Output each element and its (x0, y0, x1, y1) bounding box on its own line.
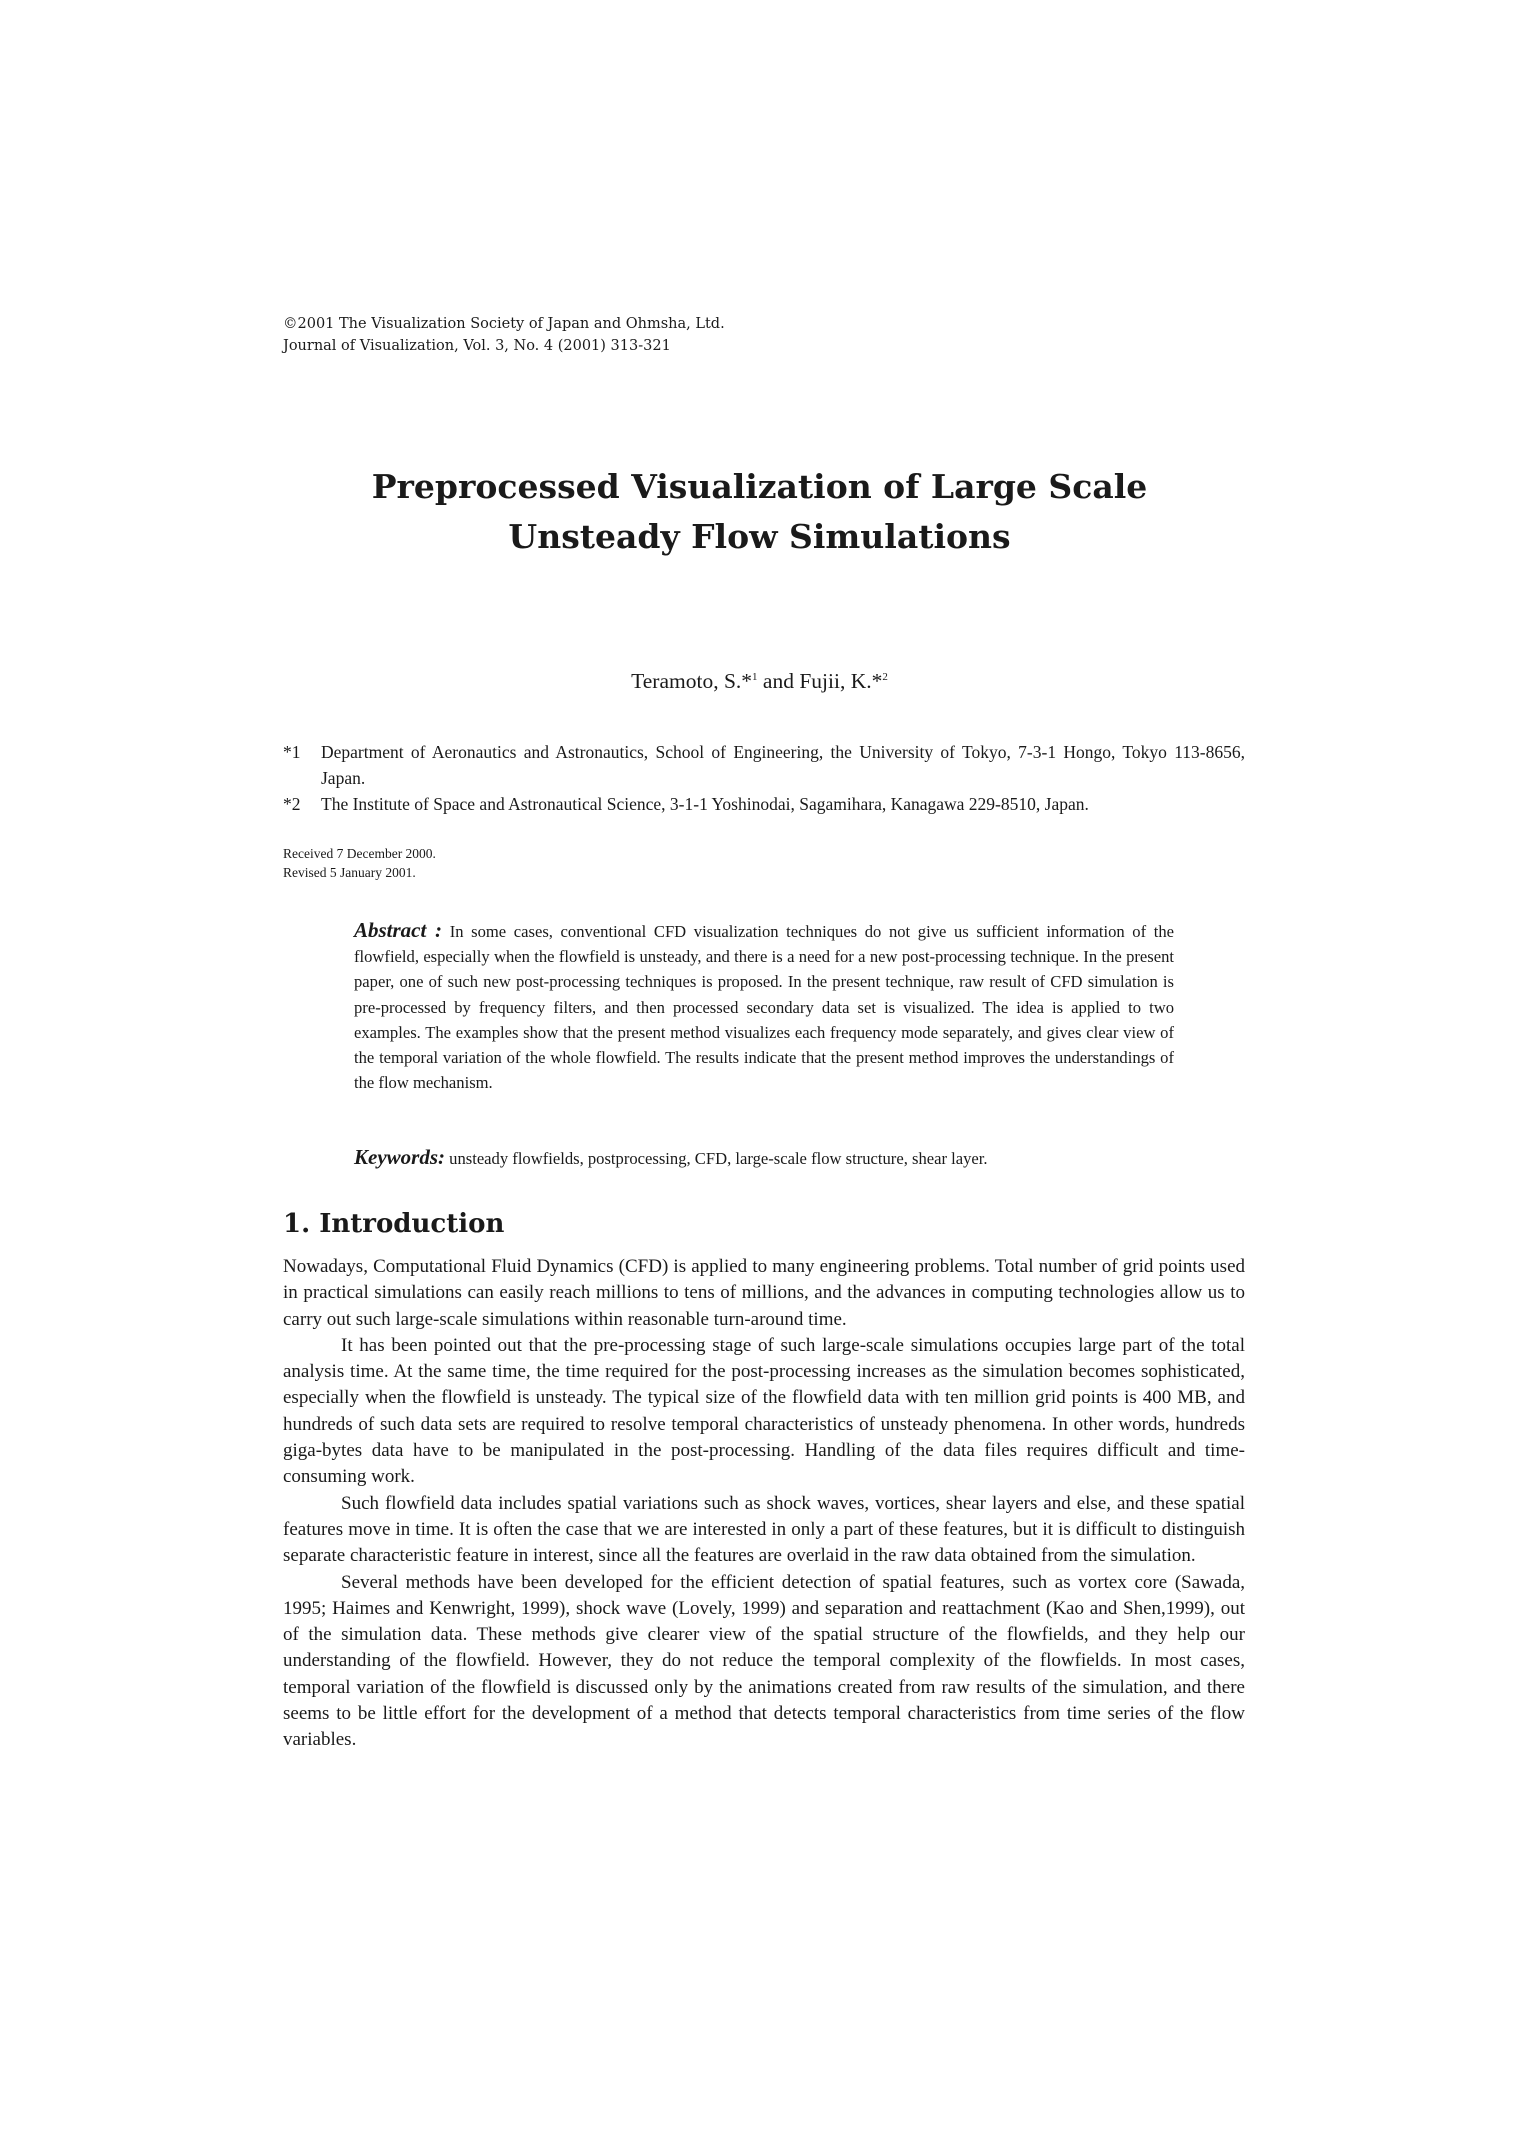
body-paragraph: It has been pointed out that the pre-processing stage of such large-scale simulations occupies large part of the total analysis time. At the same time, the time required for the post-processing increases as the simulation becomes sophisticated, especially when the flowfield is unsteady. The typical size of the flowfield data with ten million grid points is 400 MB, and hundreds of such data sets are required to resolve temporal characteristics of unsteady phenomena. In other words, hundreds giga-bytes data have to be manipulated in the post-processing. Handling of the data files requires difficult and time-consuming work. (283, 1334, 1245, 1488)
author-2-affiliation-mark: 2 (882, 671, 888, 683)
body-paragraph: Such flowfield data includes spatial variations such as shock waves, vortices, shear layers and else, and these spatial features move in time. It is often the case that we are interested in only a part of these features, but it is difficult to distinguish separate characteristic feature in interest, since all the features are overlaid in the raw data obtained from the simulation. (283, 1492, 1245, 1567)
affiliation-2-text: The Institute of Space and Astronautical Science, 3-1-1 Yoshinodai, Sagamihara, Kanagawa 229-8510, Japan. (321, 794, 1089, 814)
abstract (354, 918, 1174, 1095)
affiliation-1-mark: *1 (283, 742, 301, 762)
affiliation-2-mark: *2 (283, 794, 301, 814)
submission-history (283, 844, 436, 882)
keywords-label: Keywords: (354, 1145, 445, 1169)
abstract-text: In some cases, conventional CFD visualization techniques do not give us sufficient information of the flowfield, especially when the flowfield is unsteady, and there is a need for a new post-processing technique. In the present paper, one of such new post-processing techniques is proposed. In the present technique, raw result of CFD simulation is pre-processed by frequency filters, and then processed secondary data set is visualized. The idea is applied to two examples. The examples show that the present method visualizes each frequency mode separately, and gives clear view of the temporal variation of the whole flowfield. The results indicate that the present method improves the understandings of the flow mechanism. (354, 922, 1174, 1093)
paper-title (200, 462, 1319, 562)
author-1-affiliation-mark: 1 (752, 671, 758, 683)
keywords (354, 1144, 1174, 1172)
title-line-1: Preprocessed Visualization of Large Scale (371, 467, 1148, 506)
affiliation-1-text: Department of Aeronautics and Astronautics, School of Engineering, the University of Tokyo, 7-3-1 Hongo, Tokyo 113-8656, Japan. (321, 742, 1245, 788)
affiliations (283, 739, 1245, 817)
author-1: Teramoto, S.* (631, 669, 753, 693)
body-paragraph: Several methods have been developed for the efficient detection of spatial features, such as vortex core (Sawada, 1995; Haimes and Kenwright, 1999), shock wave (Lovely, 1999) and separation and reattachment (Kao and Shen,1999), out of the simulation data. These methods give clearer view of the spatial structure of the flowfields, and they help our understanding of the flowfield. However, they do not reduce the temporal complexity of the flowfields. In most cases, temporal variation of the flowfield is discussed only by the animations created from raw results of the simulation, and there seems to be little effort for the development of a method that detects temporal characteristics from time series of the flow variables. (283, 1571, 1245, 1751)
copyright-line: ©2001 The Visualization Society of Japan and Ohmsha, Ltd. (283, 316, 725, 332)
keywords-text: unsteady flowfields, postprocessing, CFD, large-scale flow structure, shear layer. (449, 1149, 988, 1168)
affiliation-1 (283, 739, 1245, 791)
body-paragraph: Nowadays, Computational Fluid Dynamics (CFD) is applied to many engineering problems. Total number of grid points used in practical simulations can easily reach millions to tens of millions, and the advances in computing technologies allow us to carry out such large-scale simulations within reasonable turn-around time. (283, 1256, 1245, 1330)
author-list (200, 666, 1319, 696)
abstract-label: Abstract : (354, 918, 443, 942)
section-heading-introduction: 1. Introduction (283, 1209, 505, 1239)
running-head (283, 313, 725, 357)
journal-citation: Journal of Visualization, Vol. 3, No. 4 (2001) 313-321 (283, 338, 671, 354)
revised-date: Revised 5 January 2001. (283, 865, 416, 880)
author-2: Fujii, K.* (799, 669, 883, 693)
title-line-2: Unsteady Flow Simulations (508, 517, 1011, 556)
affiliation-2 (283, 791, 1245, 817)
received-date: Received 7 December 2000. (283, 846, 436, 861)
author-connector: and (757, 669, 800, 693)
introduction-body (283, 1254, 1245, 1754)
